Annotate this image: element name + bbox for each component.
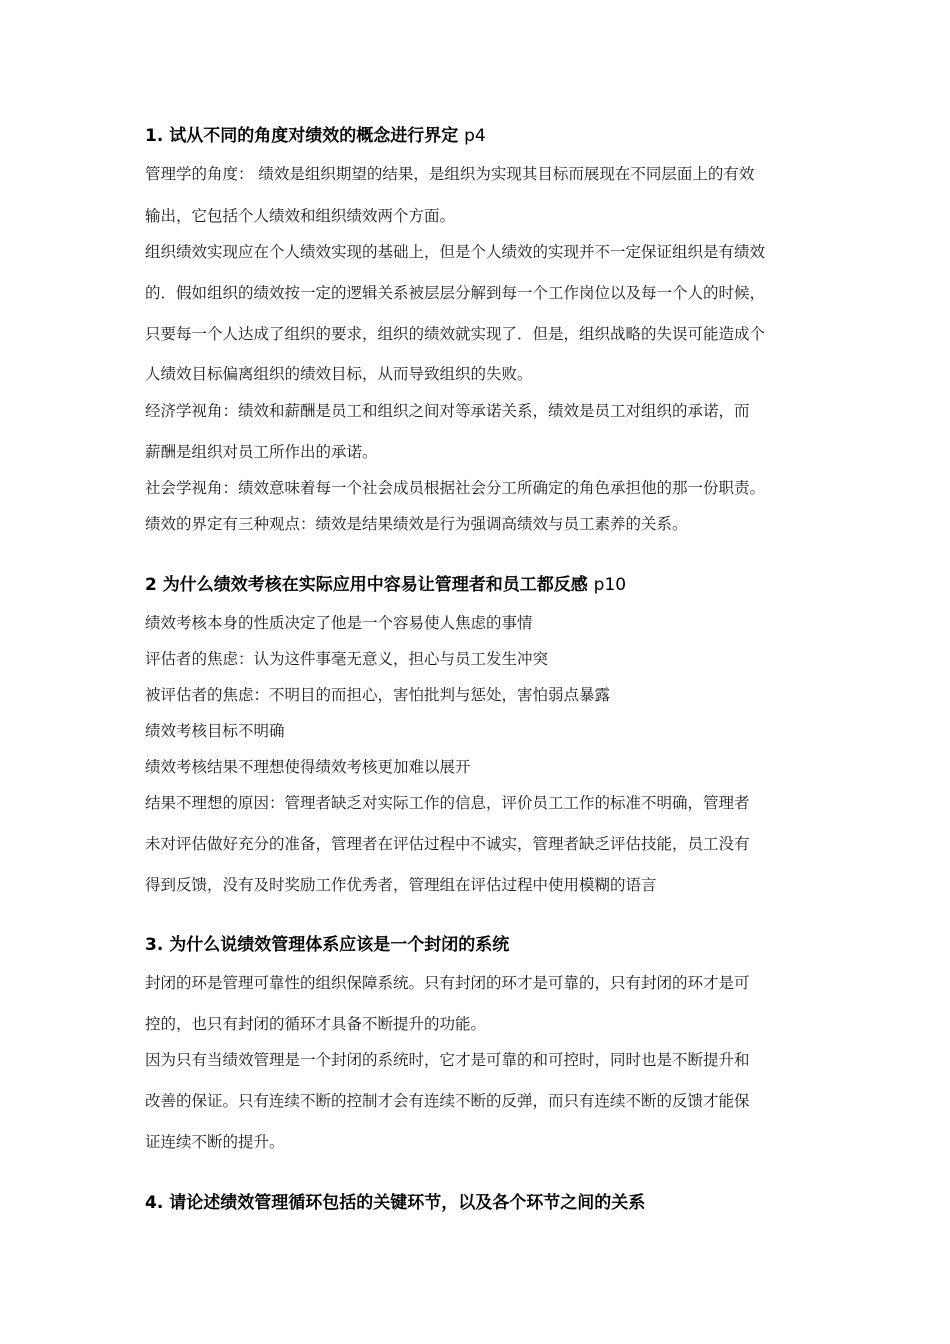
- paragraph-line: 因为只有当绩效管理是一个封闭的系统时，它才是可靠的和可控时，同时也是不断提升和: [145, 1051, 750, 1069]
- paragraph-line: 经济学视角：绩效和薪酬是员工和组织之间对等承诺关系，绩效是员工对组织的承诺，而: [145, 402, 750, 420]
- paragraph-line: 未对评估做好充分的准备，管理者在评估过程中不诚实，管理者缺乏评估技能，员工没有: [145, 835, 750, 853]
- section-2-heading-text: 2 为什么绩效考核在实际应用中容易让管理者和员工都反感: [145, 575, 588, 595]
- paragraph-line: 输出，它包括个人绩效和组织绩效两个方面。: [145, 207, 456, 225]
- section-3-heading-text: 3. 为什么说绩效管理体系应该是一个封闭的系统: [145, 935, 510, 955]
- paragraph-line: 管理学的角度： 绩效是组织期望的结果，是组织为实现其目标而展现在不同层面上的有效: [145, 165, 755, 183]
- section-1-heading: [145, 125, 486, 147]
- section-4-heading-text: 4. 请论述绩效管理循环包括的关键环节，以及各个环节之间的关系: [145, 1193, 646, 1213]
- paragraph-line: 绩效考核本身的性质决定了他是一个容易使人焦虑的事情: [145, 614, 533, 632]
- paragraph-line: 得到反馈，没有及时奖励工作优秀者，管理组在评估过程中使用模糊的语言: [145, 876, 657, 894]
- section-2-heading: [145, 574, 626, 596]
- paragraph-line: 组织绩效实现应在个人绩效实现的基础上，但是个人绩效的实现并不一定保证组织是有绩效: [145, 243, 766, 261]
- paragraph-line: 封闭的环是管理可靠性的组织保障系统。只有封闭的环才是可靠的，只有封闭的环才是可: [145, 974, 750, 992]
- paragraph-line: 绩效考核结果不理想使得绩效考核更加难以展开: [145, 758, 471, 776]
- section-1-heading-text: 1. 试从不同的角度对绩效的概念进行界定: [145, 126, 459, 146]
- paragraph-line: 人绩效目标偏离组织的绩效目标，从而导致组织的失败。: [145, 365, 533, 383]
- paragraph-line: 被评估者的焦虑：不明目的而担心，害怕批判与惩处，害怕弱点暴露: [145, 686, 611, 704]
- paragraph-line: 评估者的焦虑：认为这件事毫无意义，担心与员工发生冲突: [145, 650, 549, 668]
- paragraph-line: 控的，也只有封闭的循环才具备不断提升的功能。: [145, 1015, 487, 1033]
- section-1-page-ref: p4: [464, 126, 486, 146]
- paragraph-line: 的．假如组织的绩效按一定的逻辑关系被层层分解到每一个工作岗位以及每一个人的时候，: [145, 284, 766, 302]
- section-3-heading: [145, 934, 509, 956]
- paragraph-line: 只要每一个人达成了组织的要求，组织的绩效就实现了．但是，组织战略的失误可能造成个: [145, 325, 766, 343]
- section-4-heading: [145, 1192, 645, 1214]
- paragraph-line: 薪酬是组织对员工所作出的承诺。: [145, 443, 378, 461]
- section-2-page-ref: p10: [593, 575, 627, 595]
- paragraph-line: 结果不理想的原因：管理者缺乏对实际工作的信息，评价员工工作的标准不明确，管理者: [145, 794, 750, 812]
- paragraph-line: 改善的保证。只有连续不断的控制才会有连续不断的反弹，而只有连续不断的反馈才能保: [145, 1092, 750, 1110]
- paragraph-line: 绩效的界定有三种观点：绩效是结果绩效是行为强调高绩效与员工素养的关系。: [145, 515, 688, 533]
- paragraph-line: 绩效考核目标不明确: [145, 722, 285, 740]
- paragraph-line: 证连续不断的提升。: [145, 1133, 285, 1151]
- paragraph-line: 社会学视角：绩效意味着每一个社会成员根据社会分工所确定的角色承担他的那一份职责。: [145, 479, 766, 497]
